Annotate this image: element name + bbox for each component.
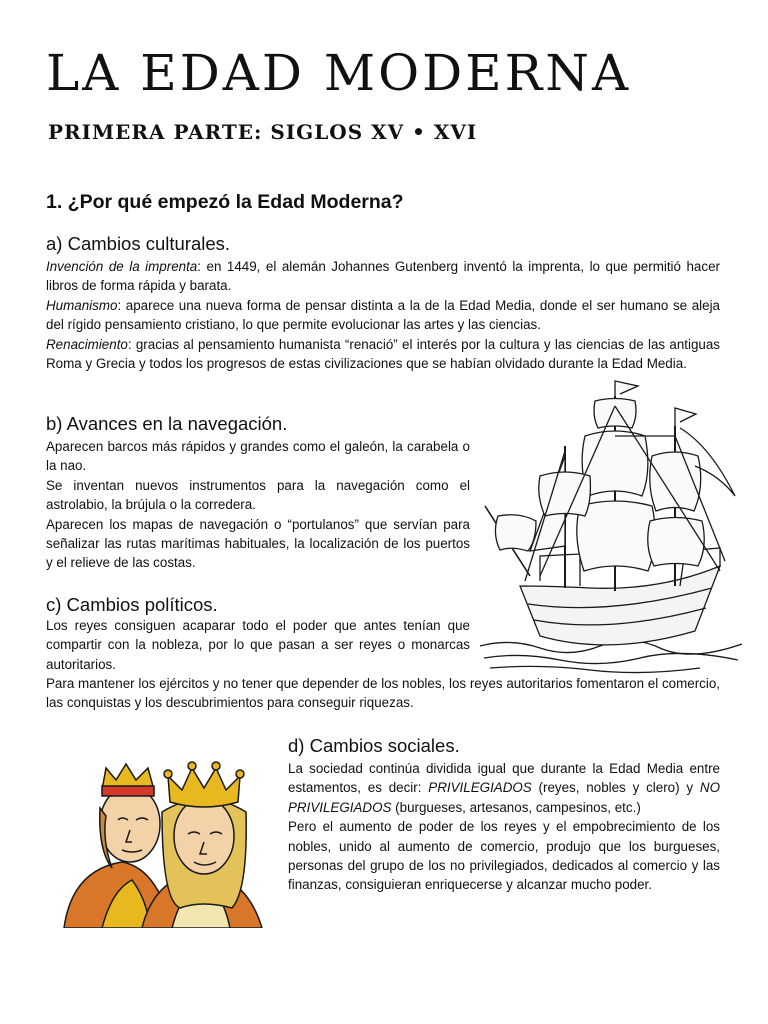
ship-icon (480, 376, 742, 674)
nav-portulanos: Aparecen los mapas de navegación o “portulanos” que servían para señalizar las rutas marítimas habituales, la localización de los puertos y el relieve de las costas. (46, 516, 470, 571)
term-privilegiados: PRIVILEGIADOS (428, 780, 532, 796)
term-no-privilegiados: NO PRIVILEGIADOS (288, 780, 720, 815)
social-text-1b: (reyes, nobles y clero) y (531, 780, 700, 796)
text-renacimiento: : gracias al pensamiento humanista “renació” el interés por la cultura y las ciencias de las antiguas Roma y Grecia y todos los progresos de estas civilizaciones que se habían olvidado durante la Edad Media. (46, 336, 720, 372)
item-humanismo (46, 296, 720, 335)
catholic-monarchs-illustration (62, 750, 268, 933)
term-imprenta: Invención de la imprenta (46, 259, 198, 274)
term-humanismo: Humanismo (46, 297, 118, 313)
nav-ships: Aparecen barcos más rápidos y grandes como el galeón, la carabela o la nao. (46, 439, 470, 474)
political-paragraph-1 (46, 616, 470, 674)
heading-political-changes: c) Cambios políticos. (46, 594, 218, 615)
text-imprenta: : en 1449, el alemán Johannes Gutenberg inventó la imprenta, lo que permitió hacer libros de forma rápida y barata. (46, 259, 720, 294)
royals-icon (62, 750, 268, 928)
political-text-2: Para mantener los ejércitos y no tener que depender de los nobles, los reyes autoritarios fomentaron el comercio, las conquistas y los descubrimientos para conseguir riquezas. (46, 676, 720, 711)
navigation-paragraphs (46, 437, 470, 573)
galleon-illustration (480, 376, 742, 679)
heading-cultural-changes: a) Cambios culturales. (46, 233, 231, 254)
section-question: 1. ¿Por qué empezó la Edad Moderna? (46, 191, 404, 213)
item-imprenta (46, 257, 720, 296)
text-humanismo: : aparece una nueva forma de pensar distinta a la de la Edad Media, donde el ser humano se aleja del rígido pensamiento cristiano, lo que permite evolucionar las artes y las ciencias. (46, 297, 720, 333)
item-renacimiento (46, 335, 720, 374)
political-text-1: Los reyes consiguen acaparar todo el poder que antes tenían que compartir con la nobleza, por lo que pasan a ser reyes o monarcas autoritarios. (46, 618, 470, 672)
cultural-paragraphs (46, 257, 720, 373)
social-text-2: Pero el aumento de poder de los reyes y el empobrecimiento de los nobles, unido al aumento de comercio, produjo que los burgueses, personas del grupo de los no privilegiados, dedicados al comercio y las finanzas, consiguieran enriquecerse y alcanzar mucho poder. (288, 819, 720, 893)
nav-instruments: Se inventan nuevos instrumentos para la navegación como el astrolabio, la brújula o la corredera. (46, 477, 470, 513)
political-paragraph-2 (46, 674, 720, 713)
page-subtitle: PRIMERA PARTE: SIGLOS XV • XVI (48, 120, 478, 144)
heading-navigation: b) Avances en la navegación. (46, 413, 288, 434)
social-text-1 (288, 759, 720, 817)
page-title: LA EDAD MODERNA (46, 44, 632, 102)
social-text-1c: (burgueses, artesanos, campesinos, etc.) (391, 799, 641, 815)
social-paragraphs (288, 759, 720, 895)
social-text-1a: La sociedad continúa dividida igual que durante la Edad Media entre estamentos, es decir: (288, 761, 720, 796)
term-renacimiento: Renacimiento (46, 336, 128, 352)
heading-social-changes: d) Cambios sociales. (288, 735, 460, 756)
